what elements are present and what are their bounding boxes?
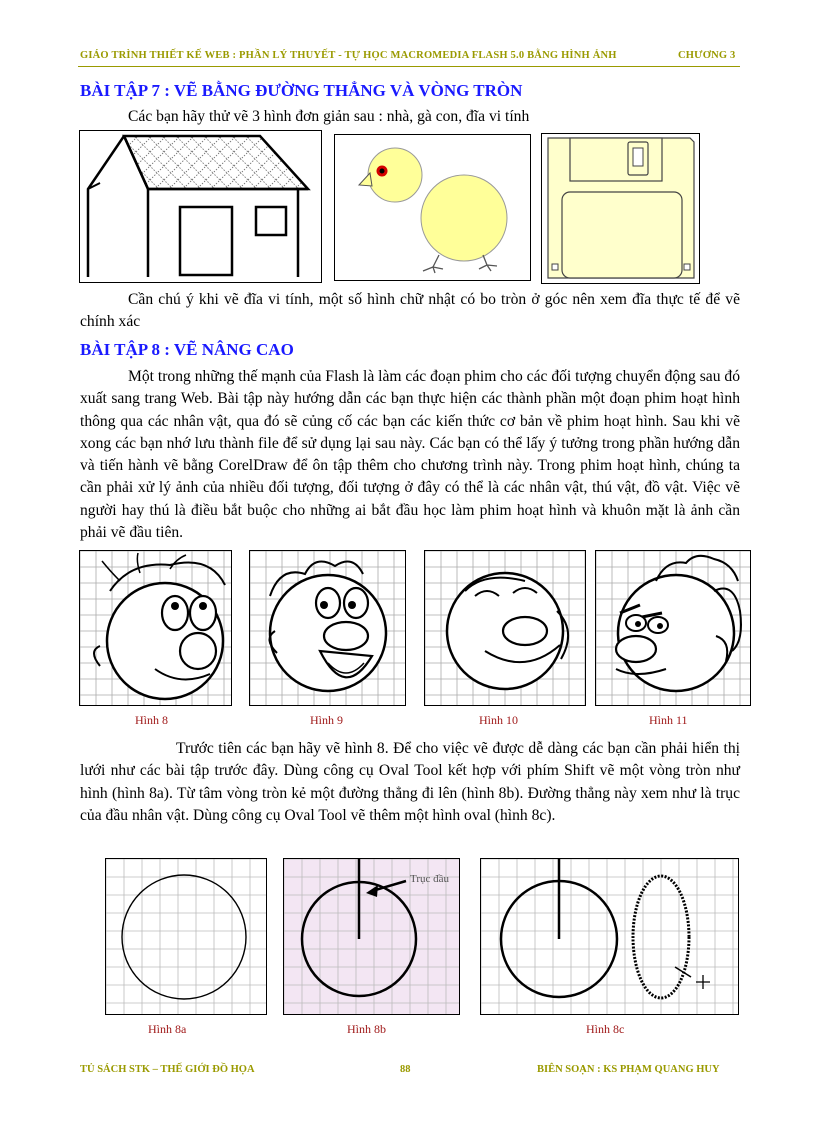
exercise-7-note: Cần chú ý khi vẽ đĩa vi tính, một số hình chữ nhật có bo tròn ở góc nên xem đĩa thực tế để vẽ chính xác [80,291,740,331]
caption-step-1: Hình 8a [148,1022,187,1036]
figure-8a [105,858,267,1015]
caption-face-4: Hình 11 [649,713,688,727]
caption-step-3: Hình 8c [586,1022,625,1036]
figure-8b [283,858,460,1015]
house-figure [79,130,322,283]
header-rule [78,66,740,67]
caption-face-2: Hình 9 [310,713,343,727]
figure-9-face-2 [249,550,406,706]
exercise-8-paragraph-2: Trước tiên các bạn hãy vẽ hình 8. Để cho việc vẽ được dễ dàng các bạn cần phải hiển thị lưới như các bài tập trước đây. Dùng công cụ Oval Tool kết hợp với phím Shift vẽ một vòng tròn như hình (hình 8a). Từ tâm vòng tròn kẻ một đường thẳng đi lên (hình 8b). Đường thẳng này xem như là trục của đầu nhân vật. Dùng công cụ Oval Tool vẽ thêm một hình oval (hình 8c). [80,740,740,824]
figure-11-face-4 [595,550,751,706]
exercise-8-title: BÀI TẬP 8 : VẼ NÂNG CAO [80,340,294,359]
caption-face-3: Hình 10 [479,713,518,727]
axis-label: Trục đầu [410,873,450,885]
exercise-8-paragraph-1: Một trong những thế mạnh của Flash là làm các đoạn phim cho các đối tượng chuyển động sau đó xuất sang trang Web. Bài tập này hướng dẫn các bạn thực hiện các thành phần một đoạn phim hoạt hình thông qua các nhân vật, qua đó sẽ củng cố các bạn các kiến thức cơ bản về phim hoạt hình. Sau khi vẽ xong các bạn nhớ lưu thành file để sử dụng lại sau này. Các bạn có thể lấy ý tưởng trong phần hướng dẫn và tiến hành vẽ bằng CorelDraw để ôn tập thêm cho chương trình này. Trong phim hoạt hình, chúng ta cần phải xử lý ảnh của nhiều đối tượng, đối tượng ở đây có thể là các nhân vật, thú vật, đồ vật. Việc vẽ người hay thú là điều bắt buộc cho những ai bắt đầu học làm phim hoạt hình và khuôn mặt là ảnh cần phải vẽ đầu tiên. [80,368,740,542]
caption-step-2: Hình 8b [347,1022,386,1036]
footer-right: BIÊN SOẠN : KS PHẠM QUANG HUY [537,1064,720,1075]
figure-10-face-3 [424,550,586,706]
running-header-chapter: CHƯƠNG 3 [678,50,736,61]
exercise-7-title: BÀI TẬP 7 : VẼ BẰNG ĐƯỜNG THẲNG VÀ VÒNG TRÒN [80,81,523,100]
exercise-7-intro: Các bạn hãy thử vẽ 3 hình đơn giản sau : nhà, gà con, đĩa vi tính [128,108,530,125]
figure-9-face-1 [79,550,232,706]
floppy-disk-figure [541,133,700,284]
running-header-title: GIÁO TRÌNH THIẾT KẾ WEB : PHẦN LÝ THUYẾT - TỰ HỌC MACROMEDIA FLASH 5.0 BẰNG HÌNH ẢNH [80,50,617,61]
caption-face-1: Hình 8 [135,713,168,727]
footer-left: TỦ SÁCH STK – THẾ GIỚI ĐỒ HỌA [80,1064,255,1075]
page-number: 88 [400,1064,411,1075]
chick-figure [334,134,531,281]
figure-8c [480,858,739,1015]
